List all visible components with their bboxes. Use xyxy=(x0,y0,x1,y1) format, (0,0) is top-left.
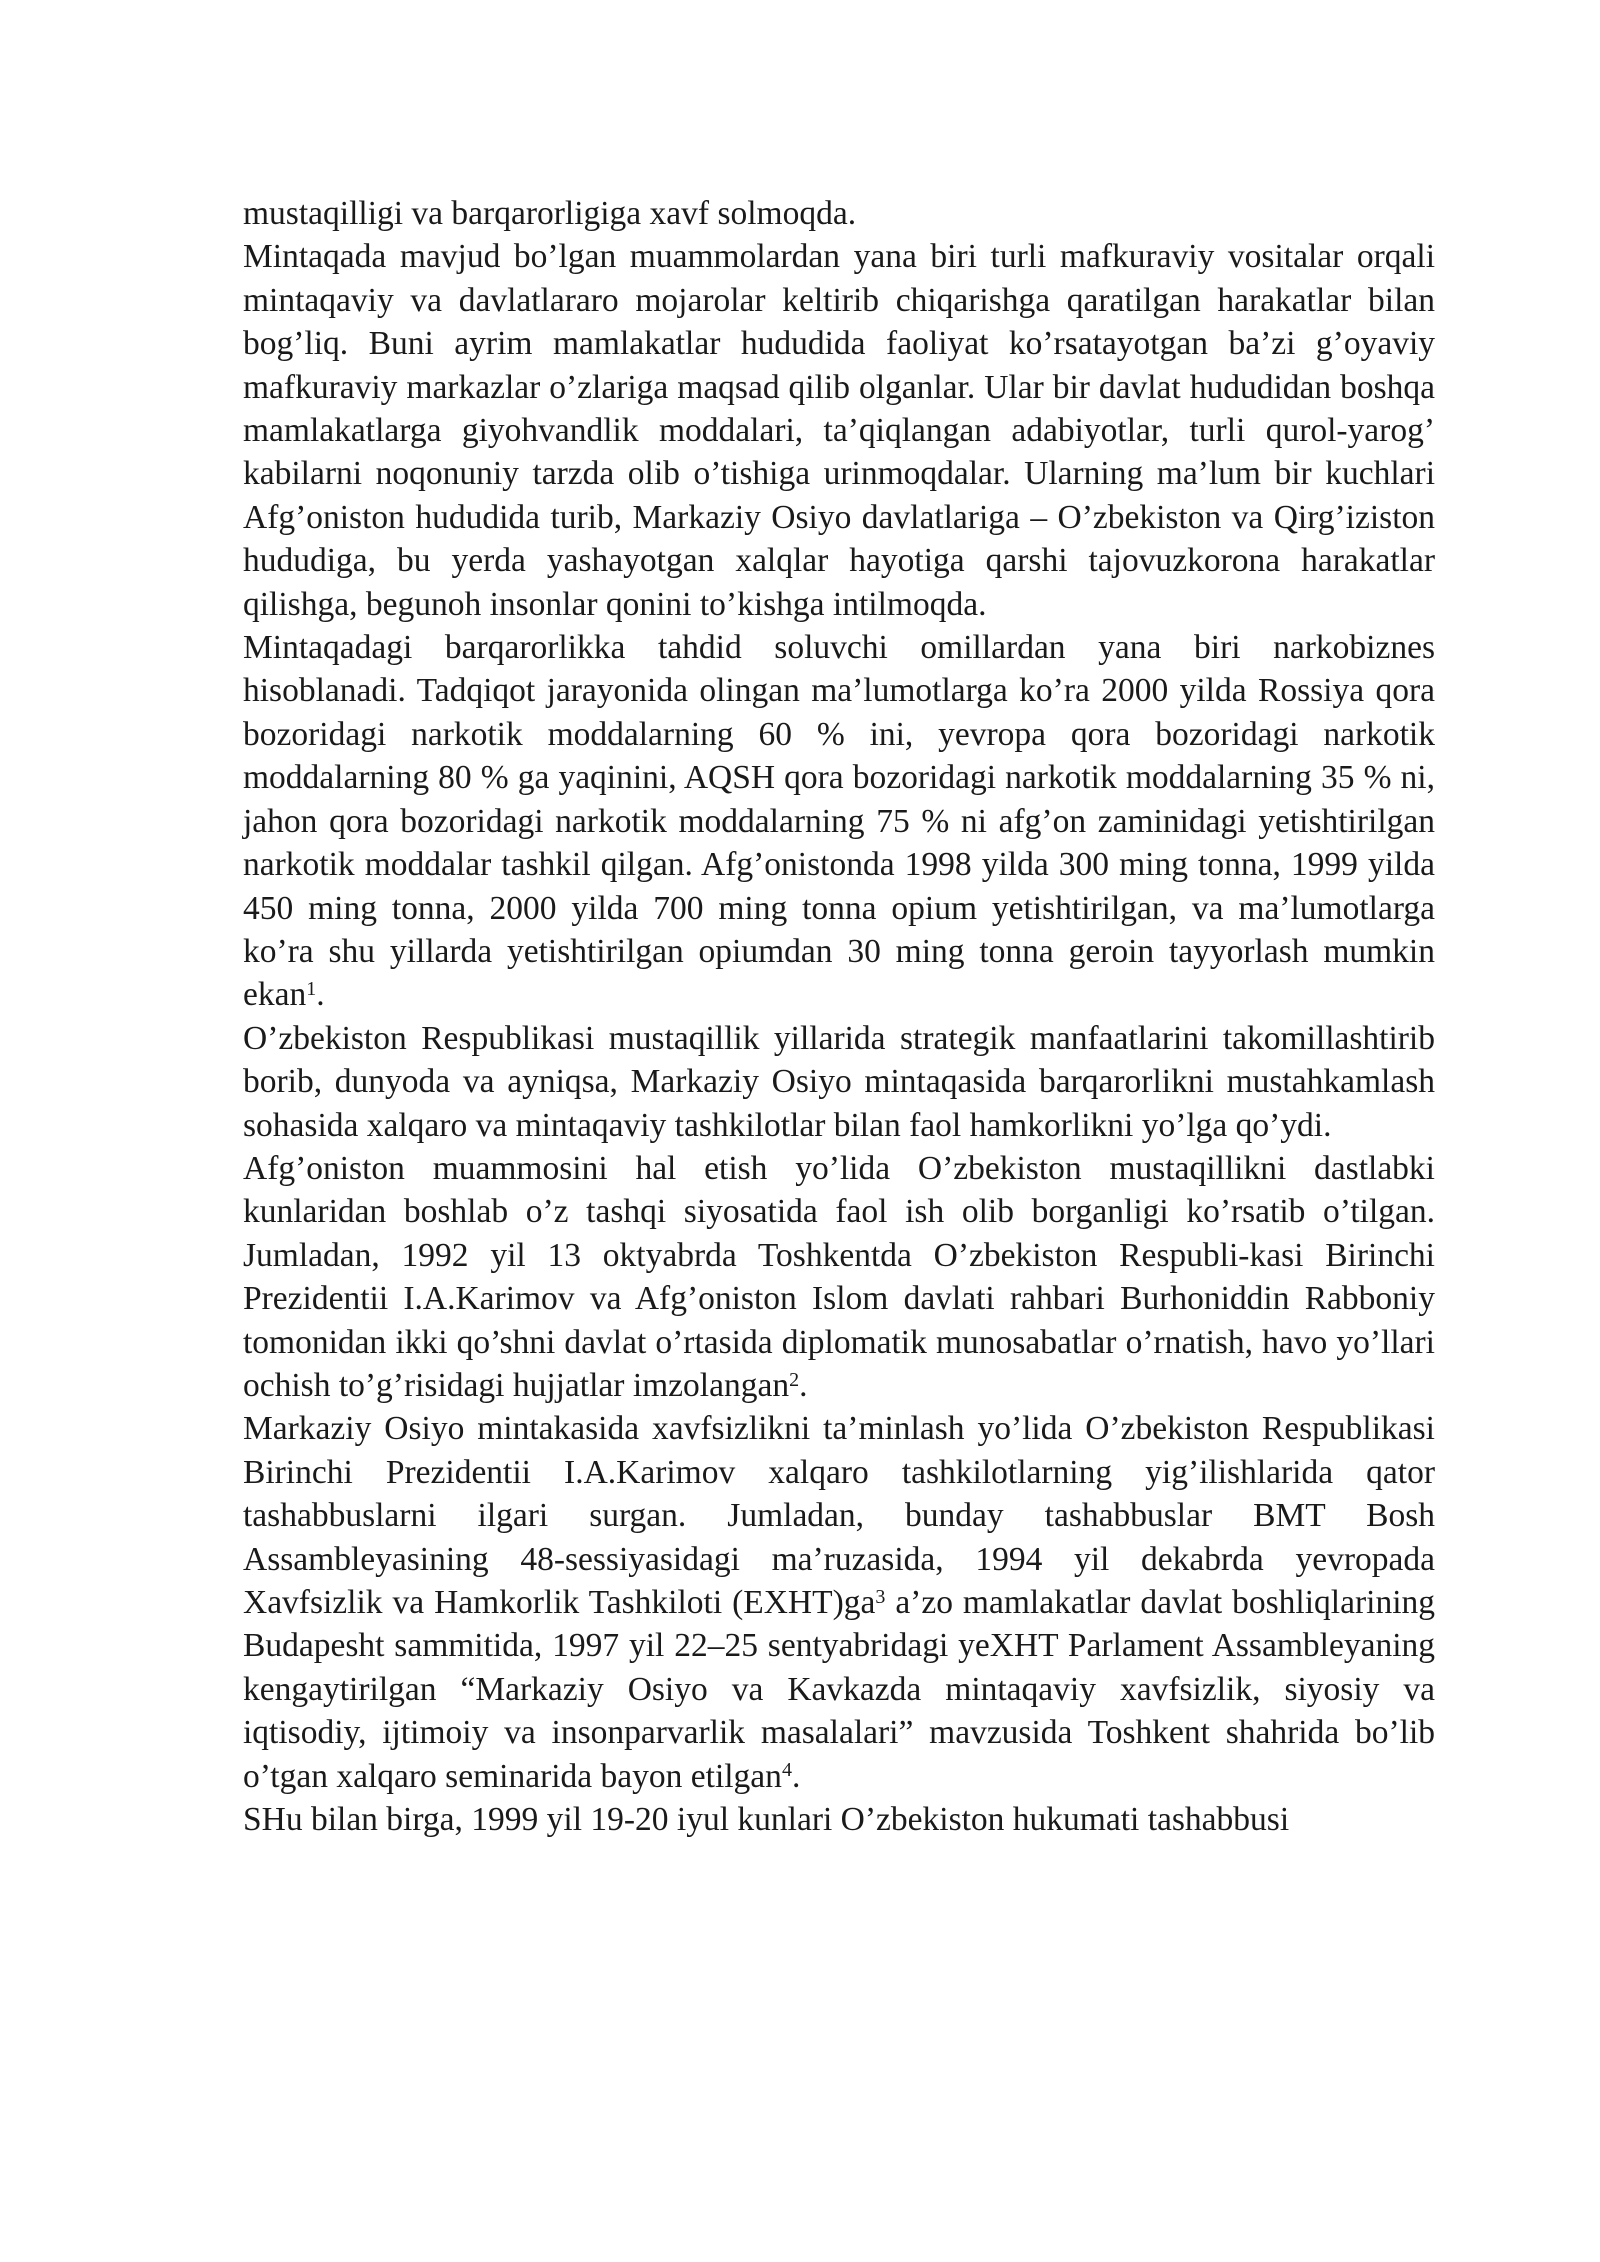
paragraph-2 xyxy=(243,235,1435,626)
paragraph-text-continued: a’zo mamlakatlar davlat boshliqlarining Budapesht sammitida, 1997 yil 22–25 sentyabridagi yeXHT Parlament Assambleyaning kengaytirilgan “Markaziy Osiyo va Kavkazda mintaqaviy xavfsizlik, siyosiy va iqtisodiy, ijtimoiy va insonparvarlik masalalari” mavzusida Toshkent shahrida bo’lib o’tgan xalqaro seminarida bayon etilgan xyxy=(243,1584,1435,1795)
paragraph-text: O’zbekiston Respublikasi mustaqillik yillarida strategik manfaatlarini takomillashtirib borib, dunyoda va ayniqsa, Markaziy Osiyo mintaqasida barqarorlikni mustahkamlash sohasida xalqaro va mintaqaviy tashkilotlar bilan faol hamkorlikni yo’lga qo’ydi. xyxy=(243,1019,1435,1144)
paragraph-tail: . xyxy=(791,1757,801,1795)
paragraph-tail: . xyxy=(316,976,325,1014)
footnote-ref-1[interactable]: 1 xyxy=(306,978,317,1001)
paragraph-3 xyxy=(243,626,1435,1017)
footnote-ref-3[interactable]: 3 xyxy=(875,1585,886,1608)
footnote-ref-2[interactable]: 2 xyxy=(789,1368,800,1391)
paragraph-6 xyxy=(243,1407,1435,1798)
paragraph-text: Afg’oniston muammosini hal etish yo’lida O’zbekiston mustaqillikni dastlabki kunlaridan boshlab o’z tashqi siyosatida faol ish olib borganligi ko’rsatib o’tilgan. Jumladan, 1992 yil 13 oktyabrda Toshkentda O’zbekiston Respubli-kasi Birinchi Prezidentii I.A.Karimov va Afg’oniston Islom davlati rahbari Burhoniddin Rabboniy tomonidan ikki qo’shni davlat o’rtasida diplomatik munosabatlar o’rnatish, havo yo’llari ochish to’g’risidagi hujjatlar imzolangan xyxy=(243,1149,1435,1404)
paragraph-5 xyxy=(243,1147,1435,1407)
paragraph-text: Markaziy Osiyo mintakasida xavfsizlikni ta’minlash yo’lida O’zbekiston Respublikasi Birinchi Prezidentii I.A.Karimov xalqaro tashkilotlarning yig’ilishlarida qator tashabbuslarni ilgari surgan. Jumladan, bunday tashabbuslar BMT Bosh Assambleyasining 48-sessiyasidagi ma’ruzasida, 1994 yil dekabrda yevropada Xavfsizlik va Hamkorlik Tashkiloti (EXHT)ga xyxy=(243,1410,1435,1621)
paragraph-tail: . xyxy=(799,1366,808,1404)
paragraph-text: Mintaqadagi barqarorlikka tahdid soluvchi omillardan yana biri narkobiznes hisoblanadi. Tadqiqot jarayonida olingan ma’lumotlarga ko’ra 2000 yilda Rossiya qora bozoridagi narkotik moddalarning 60 % ini, yevropa qora bozoridagi narkotik moddalarning 80 % ga yaqinini, AQSH qora bozoridagi narkotik moddalarning 35 % ni, jahon qora bozoridagi narkotik moddalarning 75 % ni afg’on zaminidagi yetishtirilgan narkotik moddalar tashkil qilgan. Afg’onistonda 1998 yilda 300 ming tonna, 1999 yilda 450 ming tonna, 2000 yilda 700 ming tonna opium yetishtirilgan, va ma’lumotlarga ko’ra shu yillarda yetishtirilgan opiumdan 30 ming tonna geroin tayyorlash mumkin ekan xyxy=(243,629,1435,1014)
paragraph-text: SHu bilan birga, 1999 yil 19-20 iyul kunlari O’zbekiston hukumati tashabbusi xyxy=(243,1801,1290,1839)
footnote-ref-4[interactable]: 4 xyxy=(781,1759,792,1782)
paragraph-7 xyxy=(243,1798,1435,1841)
paragraph-1 xyxy=(243,192,1435,235)
paragraph-text: mustaqilligi va barqarorligiga xavf solmoqda. xyxy=(243,195,857,232)
document-page xyxy=(243,192,1435,1841)
paragraph-4 xyxy=(243,1017,1435,1147)
paragraph-text: Mintaqada mavjud bo’lgan muammolardan yana biri turli mafkuraviy vositalar orqali mintaqaviy va davlatlararo mojarolar keltirib chiqarishga qaratilgan harakatlar bilan bog’liq. Buni ayrim mamlakatlar hududida faoliyat ko’rsatayotgan ba’zi g’oyaviy mafkuraviy markazlar o’zlariga maqsad qilib olganlar. Ular bir davlat hududidan boshqa mamlakatlarga giyohvandlik moddalari, ta’qiqlangan adabiyotlar, turli qurol-yarog’ kabilarni noqonuniy tarzda olib o’tishiga urinmoqdalar. Ularning ma’lum bir kuchlari Afg’oniston hududida turib, Markaziy Osiyo davlatlariga – O’zbekiston va Qirg’iziston hududiga, bu yerda yashayotgan xalqlar hayotiga qarshi tajovuzkorona harakatlar qilishga, begunoh insonlar qonini to’kishga intilmoqda. xyxy=(243,238,1435,623)
